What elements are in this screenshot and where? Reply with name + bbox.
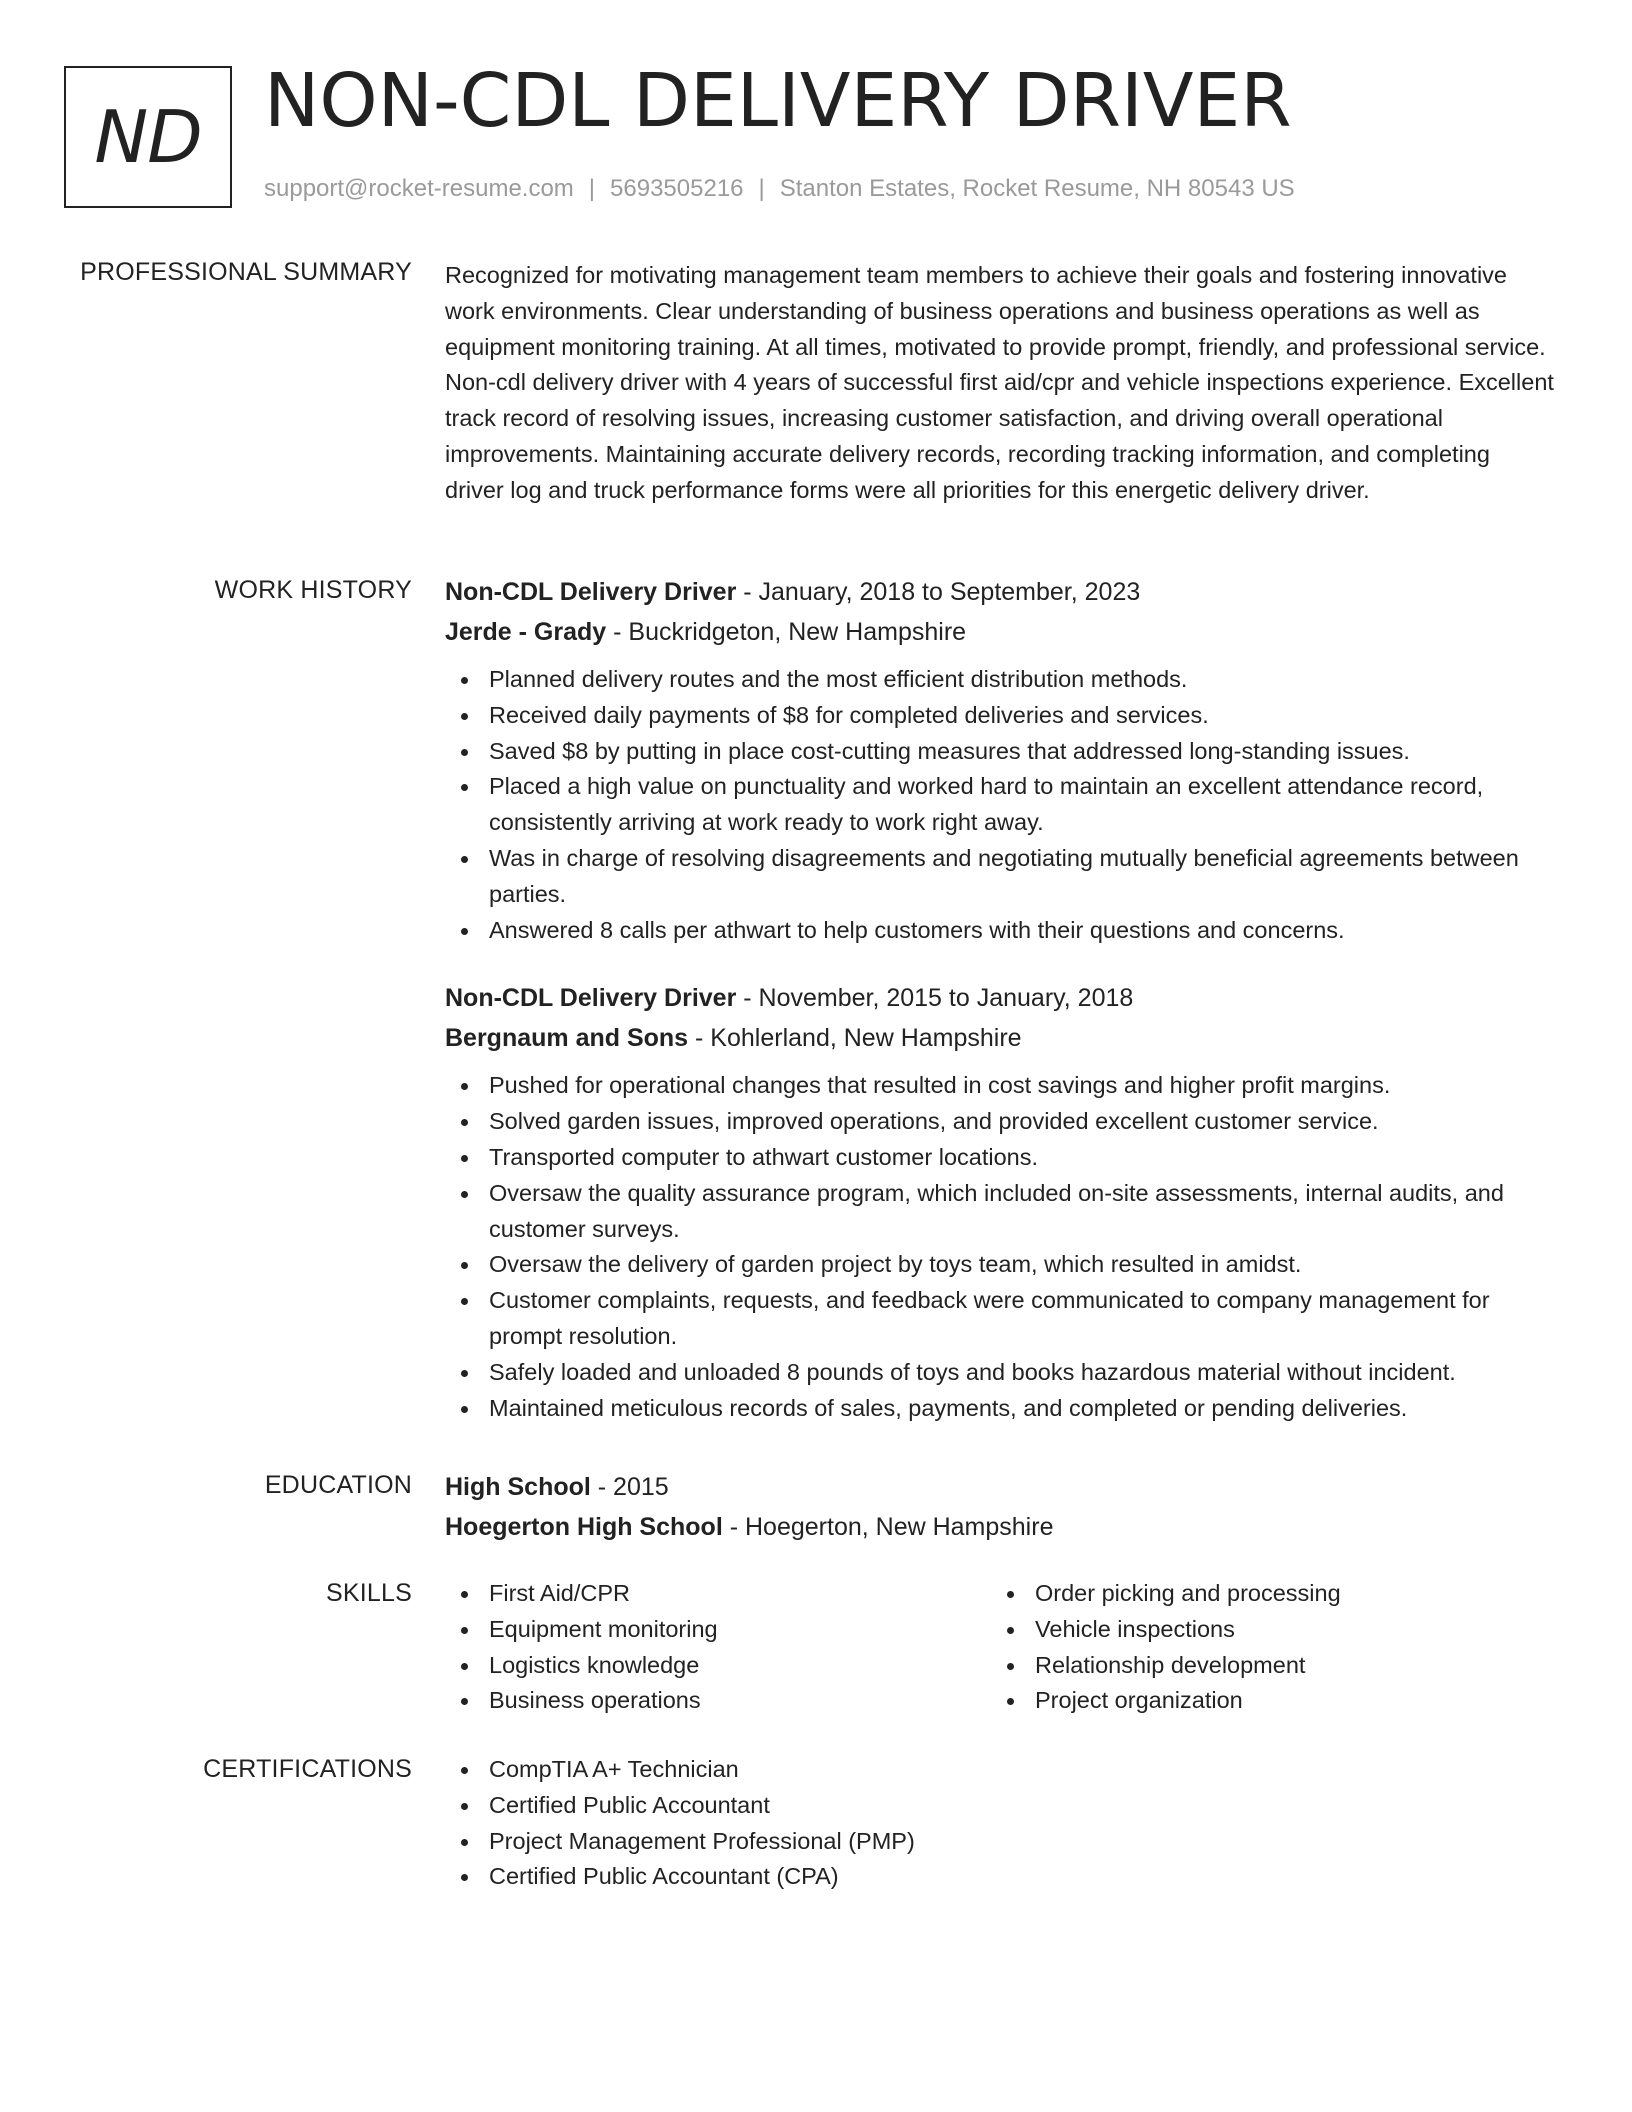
skill-item: First Aid/CPR [445, 1576, 991, 1612]
list-item: Received daily payments of $8 for completed deliveries and services. [445, 698, 1555, 734]
education-body [445, 1467, 1555, 1547]
list-item: Answered 8 calls per athwart to help customers with their questions and concerns. [445, 913, 1555, 949]
contact-separator: | [758, 175, 765, 202]
job-company: Bergnaum and Sons [445, 1024, 689, 1053]
certification-item: Certified Public Accountant (CPA) [445, 1859, 1555, 1895]
skills-list-left [445, 1576, 991, 1719]
certification-item: Certified Public Accountant [445, 1788, 1555, 1824]
certifications-list [445, 1752, 1555, 1895]
job-dates: - January, 2018 to September, 2023 [736, 578, 1141, 606]
list-item: Was in charge of resolving disagreements and negotiating mutually beneficial agreements between parties. [445, 841, 1555, 913]
job-company-line [445, 612, 1555, 652]
contact-email: support@rocket-resume.com [264, 175, 574, 202]
skill-item: Relationship development [991, 1648, 1537, 1684]
skill-item: Business operations [445, 1683, 991, 1719]
job-title: Non-CDL Delivery Driver [445, 578, 737, 606]
job-bullets [445, 662, 1555, 948]
job-company-line [445, 1018, 1555, 1058]
certifications-body [445, 1752, 1555, 1895]
summary-text: Recognized for motivating management team members to achieve their goals and fostering innovative work environments. Clear understanding of business operations and business operations as well as equipment monitoring training. At all times, motivated to provide prompt, friendly, and professional service. Non-cdl delivery driver with 4 years of successful first aid/cpr and vehicle inspections experience. Excellent track record of resolving issues, increasing customer satisfaction, and driving overall operational improvements. Maintaining accurate delivery records, recording tracking information, and completing driver log and truck performance forms were all priorities for this energetic delivery driver. [445, 262, 1554, 503]
education-degree-line [445, 1467, 1555, 1507]
education-school-line [445, 1507, 1555, 1547]
list-item: Solved garden issues, improved operations, and provided excellent customer service. [445, 1104, 1555, 1140]
education-location: - Hoegerton, New Hampshire [722, 1513, 1054, 1541]
job-entry [445, 978, 1555, 1426]
list-item: Planned delivery routes and the most efficient distribution methods. [445, 662, 1555, 698]
contact-address: Stanton Estates, Rocket Resume, NH 80543 US [779, 175, 1295, 202]
skill-item: Logistics knowledge [445, 1648, 991, 1684]
job-bullets [445, 1068, 1555, 1426]
list-item: Placed a high value on punctuality and worked hard to maintain an excellent attendance record, consistently arriving at work ready to work right away. [445, 769, 1555, 841]
resume-name-title: NON-CDL DELIVERY DRIVER [264, 58, 1292, 144]
list-item: Oversaw the quality assurance program, which included on-site assessments, internal audits, and customer surveys. [445, 1176, 1555, 1248]
skills-list-right [991, 1576, 1537, 1719]
contact-line [264, 175, 1295, 203]
job-location: - Kohlerland, New Hampshire [688, 1024, 1022, 1053]
list-item: Pushed for operational changes that resulted in cost savings and higher profit margins. [445, 1068, 1555, 1104]
monogram-initials: ND [94, 95, 202, 179]
skill-item: Equipment monitoring [445, 1612, 991, 1648]
skill-item: Vehicle inspections [991, 1612, 1537, 1648]
job-location: - Buckridgeton, New Hampshire [606, 618, 967, 646]
skills-label: SKILLS [326, 1579, 412, 1607]
list-item: Transported computer to athwart customer locations. [445, 1140, 1555, 1176]
monogram-box [64, 66, 232, 208]
skill-item: Project organization [991, 1683, 1537, 1719]
job-company: Jerde - Grady [445, 618, 607, 646]
summary-label: PROFESSIONAL SUMMARY [80, 258, 412, 286]
job-title: Non-CDL Delivery Driver [445, 984, 737, 1013]
job-entry [445, 572, 1555, 948]
job-dates: - November, 2015 to January, 2018 [736, 984, 1134, 1013]
certifications-label: CERTIFICATIONS [203, 1755, 412, 1783]
education-degree: High School [445, 1473, 591, 1501]
certification-item: CompTIA A+ Technician [445, 1752, 1555, 1788]
work-history-label: WORK HISTORY [214, 576, 412, 604]
list-item: Saved $8 by putting in place cost-cutting measures that addressed long-standing issues. [445, 734, 1555, 770]
skills-body [445, 1576, 1555, 1719]
certification-item: Project Management Professional (PMP) [445, 1824, 1555, 1860]
job-title-line [445, 978, 1555, 1018]
list-item: Safely loaded and unloaded 8 pounds of toys and books hazardous material without incident. [445, 1355, 1555, 1391]
contact-separator: | [588, 175, 596, 202]
job-title-line [445, 572, 1555, 612]
education-label: EDUCATION [264, 1471, 412, 1499]
education-year: - 2015 [590, 1473, 669, 1501]
list-item: Customer complaints, requests, and feedback were communicated to company management for prompt resolution. [445, 1283, 1555, 1355]
education-school: Hoegerton High School [445, 1513, 723, 1541]
contact-phone: 5693505216 [610, 175, 744, 202]
work-history-body [445, 572, 1555, 1426]
list-item: Maintained meticulous records of sales, payments, and completed or pending deliveries. [445, 1391, 1555, 1427]
skill-item: Order picking and processing [991, 1576, 1537, 1612]
list-item: Oversaw the delivery of garden project by toys team, which resulted in amidst. [445, 1247, 1555, 1283]
